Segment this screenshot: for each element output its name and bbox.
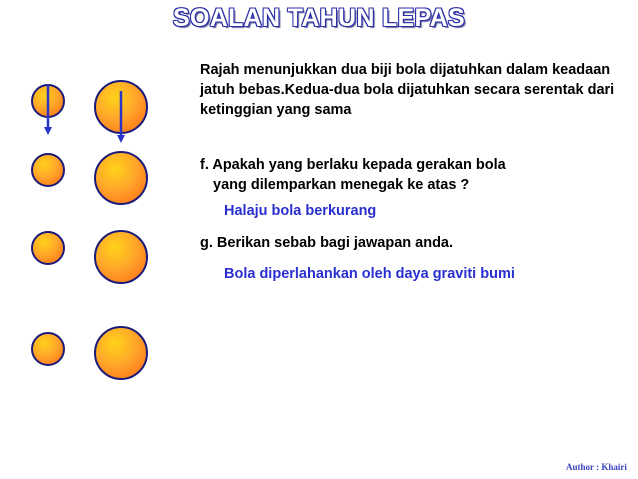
question-f-line2: yang dilemparkan menegak ke atas ? <box>213 177 470 193</box>
small-ball-2 <box>32 154 64 186</box>
small-ball-3 <box>32 232 64 264</box>
question-f-line1: f. Apakah yang berlaku kepada gerakan bola <box>200 157 506 173</box>
falling-balls-figure <box>0 0 200 400</box>
answer-g: Bola diperlahankan oleh daya graviti bumi <box>224 266 515 282</box>
slide-title: SOALAN TAHUN LEPAS <box>173 4 465 32</box>
large-ball-3 <box>95 231 147 283</box>
small-ball-4 <box>32 333 64 365</box>
question-g: g. Berikan sebab bagi jawapan anda. <box>200 235 454 251</box>
large-ball-4 <box>95 327 147 379</box>
author-credit: Author : Khairi <box>566 462 627 472</box>
answer-f: Halaju bola berkurang <box>224 203 377 219</box>
large-ball-2 <box>95 152 147 204</box>
intro-paragraph: Rajah menunjukkan dua biji bola dijatuhkan dalam keadaan jatuh bebas.Kedua-dua bola dijatuhkan secara serentak dari ketinggian yang sama <box>200 62 615 118</box>
